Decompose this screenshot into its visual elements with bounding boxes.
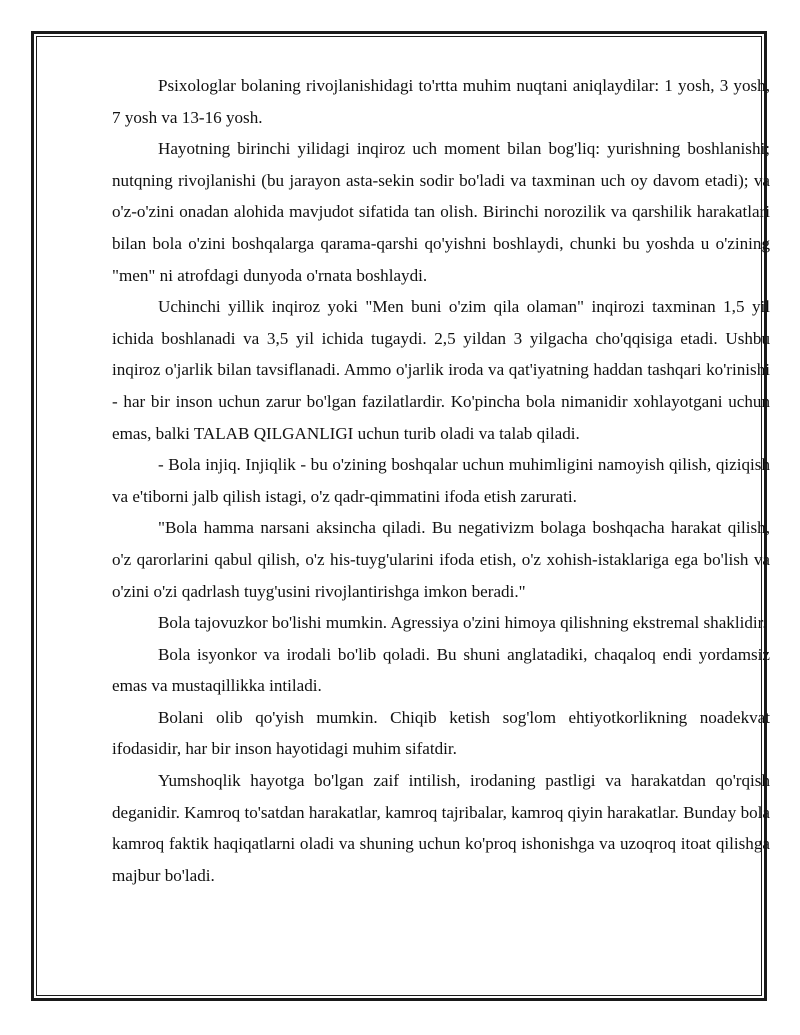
paragraph-1: Psixologlar bolaning rivojlanishidagi to'rtta muhim nuqtani aniqlaydilar: 1 yosh, 3 yosh, 7 yosh va 13-16 yosh. bbox=[112, 76, 770, 127]
paragraph-4: - Bola injiq. Injiqlik - bu o'zining boshqalar uchun muhimligini namoyish qilish, qiziqish va e'tiborni jalb qilish istagi, o'z qadr-qimmatini ifoda etish zarurati. bbox=[112, 455, 770, 506]
paragraph-7: Bola isyonkor va irodali bo'lib qoladi. Bu shuni anglatadiki, chaqaloq endi yordamsiz emas va mustaqillikka intiladi. bbox=[112, 644, 770, 696]
paragraph-8: Bolani olib qo'yish mumkin. Chiqib ketish sog'lom ehtiyotkorlikning noadekvat ifodasidir, har bir inson hayotidagi muhim sifatdir. bbox=[112, 707, 770, 759]
paragraph-2: Hayotning birinchi yilidagi inqiroz uch moment bilan bog'liq: yurishning boshlanishi; nutqning rivojlanishi (bu jarayon asta-sekin sodir bo'ladi va taxminan uch oy davom etadi); va o'z-o'zini onadan alohida mavjudot sifatida tan olish. Birinchi norozilik va qarshilik harakatlari bilan bola o'zini boshqalarga qarama-qarshi qo'yishni boshlaydi, chunki bu yoshda u o'zining "men" ni atrofdagi dunyoda o'rnata boshlaydi. bbox=[112, 139, 770, 285]
paragraph-5: "Bola hamma narsani aksincha qiladi. Bu negativizm bolaga boshqacha harakat qilish, o'z qarorlarini qabul qilish, o'z his-tuyg'ularini ifoda etish, o'z xohish-istaklariga ega bo'lish va o'zini o'zi qadrlash tuyg'usini rivojlantirishga imkon beradi." bbox=[112, 518, 770, 601]
paragraph-9: Yumshoqlik hayotga bo'lgan zaif intilish, irodaning pastligi va harakatdan qo'rqish deganidir. Kamroq to'satdan harakatlar, kamroq tajribalar, kamroq qiyin harakatlar. Bunday bola kamroq faktik haqiqatlarni oladi va shuning uchun ko'proq ishonishga va uzoqroq itoat qilishga majbur bo'ladi. bbox=[112, 771, 770, 885]
paragraph-3: Uchinchi yillik inqiroz yoki "Men buni o'zim qila olaman" inqirozi taxminan 1,5 yil ichida boshlanadi va 3,5 yil ichida tugaydi. 2,5 yildan 3 yilgacha cho'qqisiga etadi. Ushbu inqiroz o'jarlik bilan tavsiflanadi. Ammo o'jarlik iroda va qat'iyatning haddan tashqari ko'rinishi - har bir inson uchun zarur bo'lgan fazilatlardir. Ko'pincha bola nimanidir xohlayotgani uchun emas, balki TALAB QILGANLIGI uchun turib oladi va talab qiladi. bbox=[112, 297, 770, 443]
document-body bbox=[112, 70, 770, 891]
paragraph-6: Bola tajovuzkor bo'lishi mumkin. Agressiya o'zini himoya qilishning ekstremal shaklidir. bbox=[158, 613, 767, 633]
